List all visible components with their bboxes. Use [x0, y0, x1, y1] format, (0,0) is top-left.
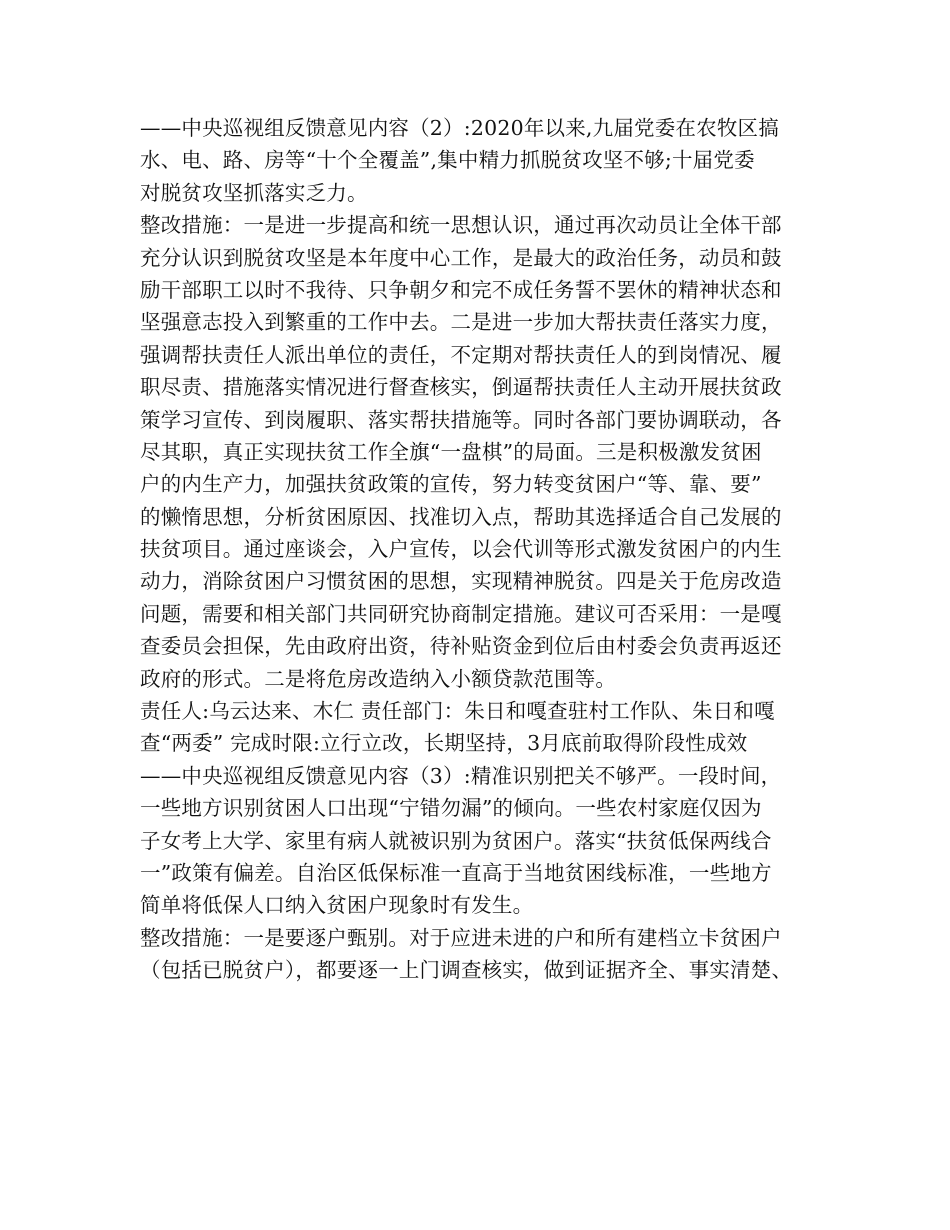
text-line: 户的内生产力，加强扶贫政策的宣传，努力转变贫困户“等、靠、要”	[140, 472, 762, 497]
text-line: 强调帮扶责任人派出单位的责任，不定期对帮扶责任人的到岗情况、履	[140, 342, 782, 367]
text-line: 查“两委” 完成时限:立行立改，长期坚持，3月底前取得阶段性成效	[140, 731, 748, 756]
text-line: 简单将低保人口纳入贫困户现象时有发生。	[140, 893, 534, 918]
text-line: 查委员会担保，先由政府出资，待补贴资金到位后由村委会负责再返还	[140, 634, 782, 659]
text-line: （包括已脱贫户），都要逐一上门调查核实，做到证据齐全、事实清楚、	[140, 958, 793, 983]
text-line: ——中央巡视组反馈意见内容（3）:精准识别把关不够严。一段时间，	[140, 763, 782, 788]
text-line: 一”政策有偏差。自治区低保标准一直高于当地贫困线标准，一些地方	[140, 860, 772, 885]
text-line: 职尽责、措施落实情况进行督查核实，倒逼帮扶责任人主动开展扶贫政	[140, 375, 782, 400]
text-line: 整改措施：一是要逐户甄别。对于应进未进的户和所有建档立卡贫困户	[140, 925, 782, 950]
text-line: 动力，消除贫困户习惯贫困的思想，实现精神脱贫。四是关于危房改造	[140, 569, 782, 594]
text-line: 责任人:乌云达来、木仁 责任部门：朱日和嘎查驻村工作队、朱日和嘎	[140, 699, 775, 724]
text-line: 尽其职，真正实现扶贫工作全旗“一盘棋”的局面。三是积极激发贫困	[140, 439, 762, 464]
text-line: 问题，需要和相关部门共同研究协商制定措施。建议可否采用：一是嘎	[140, 601, 782, 626]
text-line: 充分认识到脱贫攻坚是本年度中心工作，是最大的政治任务，动员和鼓	[140, 245, 782, 270]
document-body	[140, 112, 830, 987]
text-line: 一些地方识别贫困人口出现“宁错勿漏”的倾向。一些农村家庭仅因为	[140, 796, 762, 821]
text-line: 水、电、路、房等“十个全覆盖”,集中精力抓脱贫攻坚不够;十届党委	[140, 148, 755, 173]
text-line: 励干部职工以时不我待、只争朝夕和完不成任务誓不罢休的精神状态和	[140, 277, 782, 302]
text-line: 扶贫项目。通过座谈会，入户宣传，以会代训等形式激发贫困户的内生	[140, 537, 782, 562]
text-line: 坚强意志投入到繁重的工作中去。二是进一步加大帮扶责任落实力度，	[140, 310, 782, 335]
text-line: 的懒惰思想，分析贫困原因、找准切入点，帮助其选择适合自己发展的	[140, 504, 782, 529]
text-line: 政府的形式。二是将危房改造纳入小额贷款范围等。	[140, 666, 617, 691]
text-line: ——中央巡视组反馈意见内容（2）:2020年以来,九届党委在农牧区搞	[140, 116, 779, 140]
text-line: 整改措施：一是进一步提高和统一思想认识，通过再次动员让全体干部	[140, 213, 782, 238]
text-line: 子女考上大学、家里有病人就被识别为贫困户。落实“扶贫低保两线合	[140, 828, 772, 853]
text-line: 对脱贫攻坚抓落实乏力。	[140, 180, 368, 205]
text-line: 策学习宣传、到岗履职、落实帮扶措施等。同时各部门要协调联动，各	[140, 407, 782, 432]
